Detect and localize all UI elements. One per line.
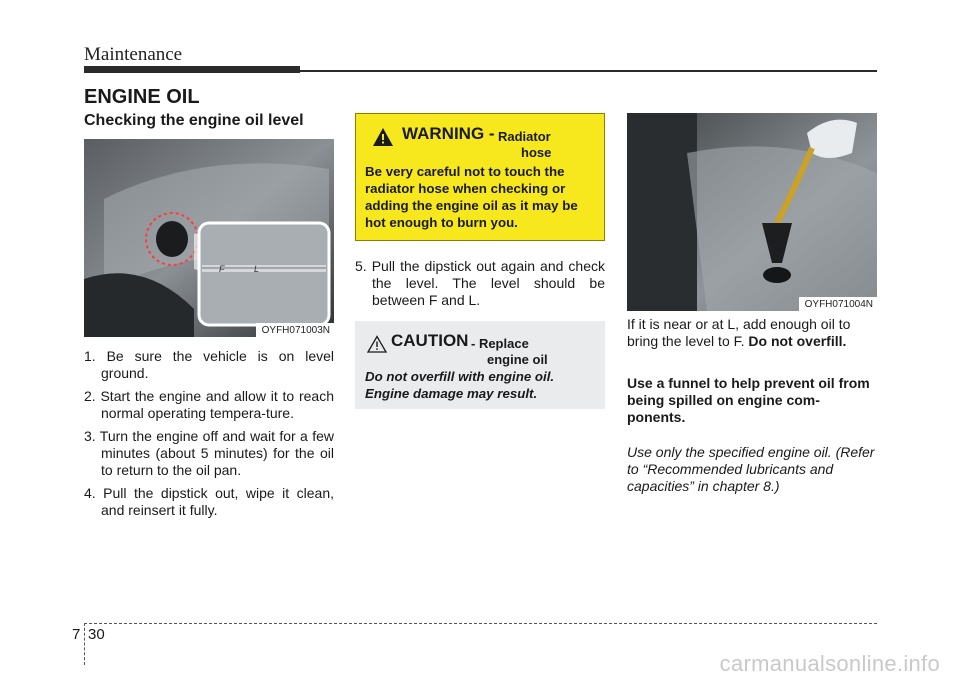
step-3: 3. Turn the engine off and wait for a few minutes (about 5 minutes) for the oil to return to the oil pan. [84,428,334,478]
watermark: carmanualsonline.info [719,651,940,676]
section-header: Maintenance [84,44,183,65]
figure-code-2: OYFH071004N [799,297,877,311]
footer-divider [84,623,85,665]
refill-text: If it is near or at L, add enough oil to bring the level to F. [627,316,851,349]
step-5: 5. Pull the dipstick out again and check the level. The level should be between F and L. [355,258,605,308]
header-bar [84,66,300,73]
funnel-tip: Use a funnel to help prevent oil from being spilled on engine com-ponents. [627,375,870,425]
oil-spec-note: Use only the specified engine oil. (Refer to “Recommended lubricants and capacities” in chapter 8.) [627,444,875,494]
step-4: 4. Pull the dipstick out, wipe it clean, and reinsert it fully. [84,485,334,518]
warning-text: Be very careful not to touch the radiator hose when checking or adding the engine oil as it may be hot enough to burn you. [365,164,578,230]
caution-label: CAUTION [391,331,469,350]
steps-list [84,348,334,525]
warning-topic-line1: Radiator [498,129,551,144]
figure-code: OYFH071003N [256,323,334,337]
caution-text: Do not overfill with engine oil. Engine damage may result. [365,369,555,401]
step-1: 1. Be sure the vehicle is on level ground. [84,348,334,381]
dipstick-mark-f: F [219,264,225,274]
oil-fill-figure [627,113,877,311]
caution-box [355,321,605,409]
caution-triangle-icon [367,335,387,353]
dipstick-mark-l: L [254,264,260,274]
warning-label: WARNING - [402,124,495,143]
page-title: ENGINE OIL [84,86,200,108]
footer-rule [84,623,877,624]
page-number: 30 [88,626,105,643]
caution-topic-line1: - Replace [471,336,529,351]
engine-photo-1 [84,139,334,337]
step-2: 2. Start the engine and allow it to reach normal operating tempera-ture. [84,388,334,421]
caution-topic-line2: engine oil [487,352,548,367]
chapter-number: 7 [72,626,81,643]
subsection-title: Checking the engine oil level [84,112,304,129]
warning-topic-line2: hose [521,145,552,160]
dipstick-figure [84,139,334,337]
engine-photo-2 [627,113,877,311]
warning-box [355,113,605,241]
overfill-note: Do not overfill. [748,333,847,349]
refill-instruction [627,316,877,350]
warning-triangle-icon [372,127,394,147]
header-rule [300,70,877,72]
